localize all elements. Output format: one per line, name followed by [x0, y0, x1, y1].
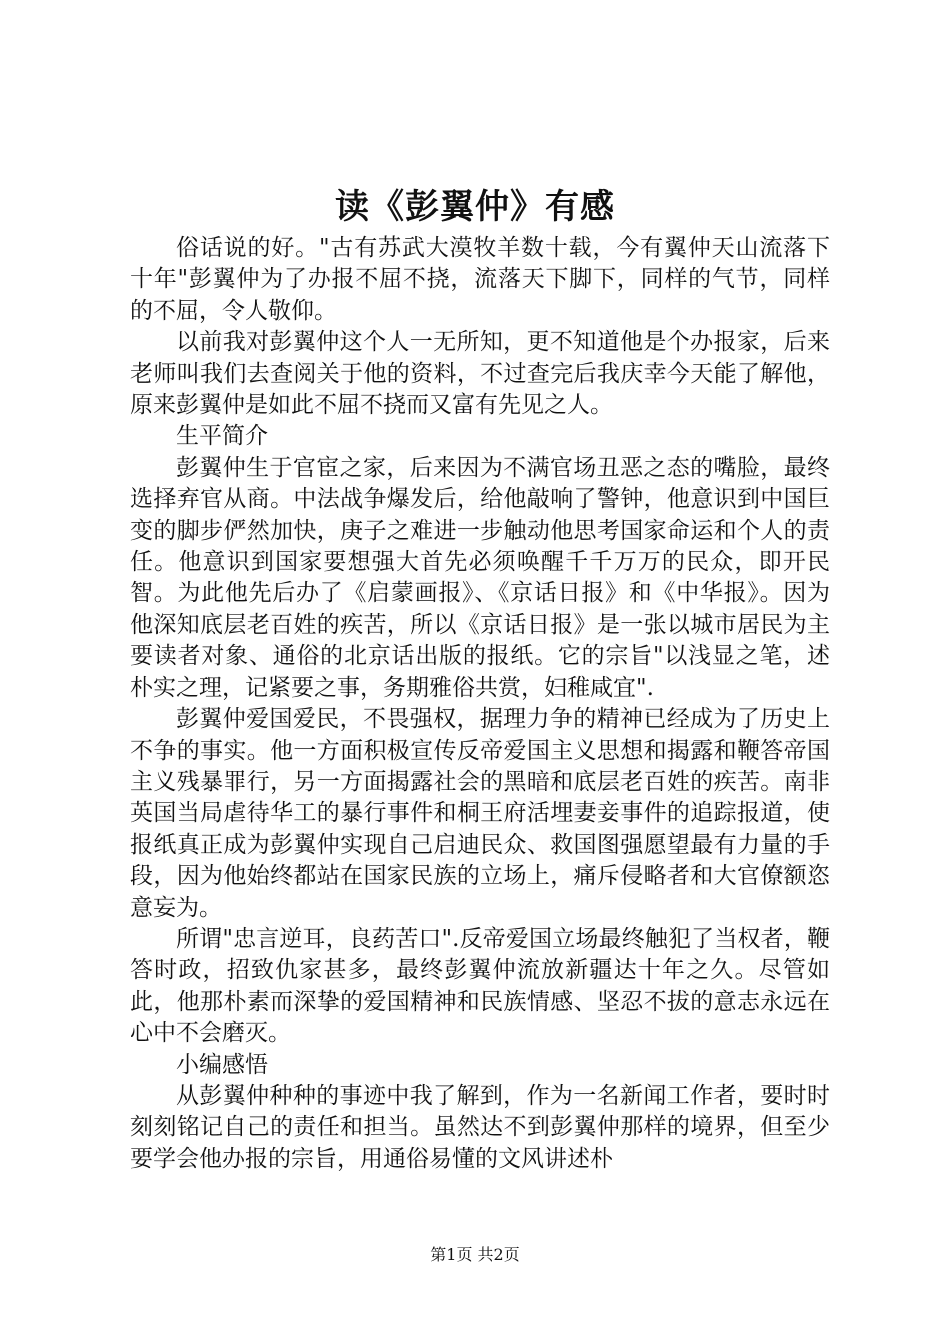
document-title: 读《彭翼仲》有感	[335, 187, 615, 227]
page-footer: 第1页 共2页	[430, 1245, 520, 1264]
paragraph-6: 从彭翼仲种种的事迹中我了解到，作为一名新闻工作者，要时时刻刻铭记自己的责任和担当。虽然达不到彭翼仲那样的境界，但至少要学会他办报的宗旨，用通俗易懂的文风讲述朴	[130, 1082, 830, 1172]
paragraph-5: 所谓"忠言逆耳，良药苦口".反帝爱国立场最终触犯了当权者，鞭答时政，招致仇家甚多，最终彭翼仲流放新疆达十年之久。尽管如此，他那朴素而深挚的爱国精神和民族情感、坚忍不拔的意志永远在心中不会磨灭。	[130, 925, 830, 1047]
paragraph-2: 以前我对彭翼仲这个人一无所知，更不知道他是个办报家，后来老师叫我们去查阅关于他的资料，不过查完后我庆幸今天能了解他，原来彭翼仲是如此不屈不挠而又富有先见之人。	[130, 329, 830, 419]
document-body	[130, 233, 830, 1175]
section-heading-reflection: 小编感悟	[176, 1051, 268, 1078]
paragraph-3: 彭翼仲生于官宦之家，后来因为不满官场丑恶之态的嘴脸，最终选择弃官从商。中法战争爆发后，给他敲响了警钟，他意识到中国巨变的脚步俨然加快，庚子之难进一步触动他思考国家命运和个人的责任。他意识到国家要想强大首先必须唤醒千千万万的民众，即开民智。为此他先后办了《启蒙画报》、《京话日报》和《中华报》。因为他深知底层老百姓的疾苦，所以《京话日报》是一张以城市居民为主要读者对象、通俗的北京话出版的报纸。它的宗旨"以浅显之笔，述朴实之理，记紧要之事，务期雅俗共赏，妇稚咸宜".	[130, 454, 830, 701]
paragraph-4: 彭翼仲爱国爱民，不畏强权，据理力争的精神已经成为了历史上不争的事实。他一方面积极宣传反帝爱国主义思想和揭露和鞭答帝国主义残暴罪行，另一方面揭露社会的黑暗和底层老百姓的疾苦。南非英国当局虐待华工的暴行事件和桐王府活埋妻妾事件的追踪报道，使报纸真正成为彭翼仲实现自己启迪民众、救国图强愿望最有力量的手段，因为他始终都站在国家民族的立场上，痛斥侵略者和大官僚额恣意妄为。	[130, 706, 830, 921]
section-heading-biography: 生平简介	[176, 423, 268, 450]
paragraph-1: 俗话说的好。"古有苏武大漠牧羊数十载，今有翼仲天山流落下十年"彭翼仲为了办报不屈不挠，流落天下脚下，同样的气节，同样的不屈，令人敬仰。	[130, 235, 830, 324]
